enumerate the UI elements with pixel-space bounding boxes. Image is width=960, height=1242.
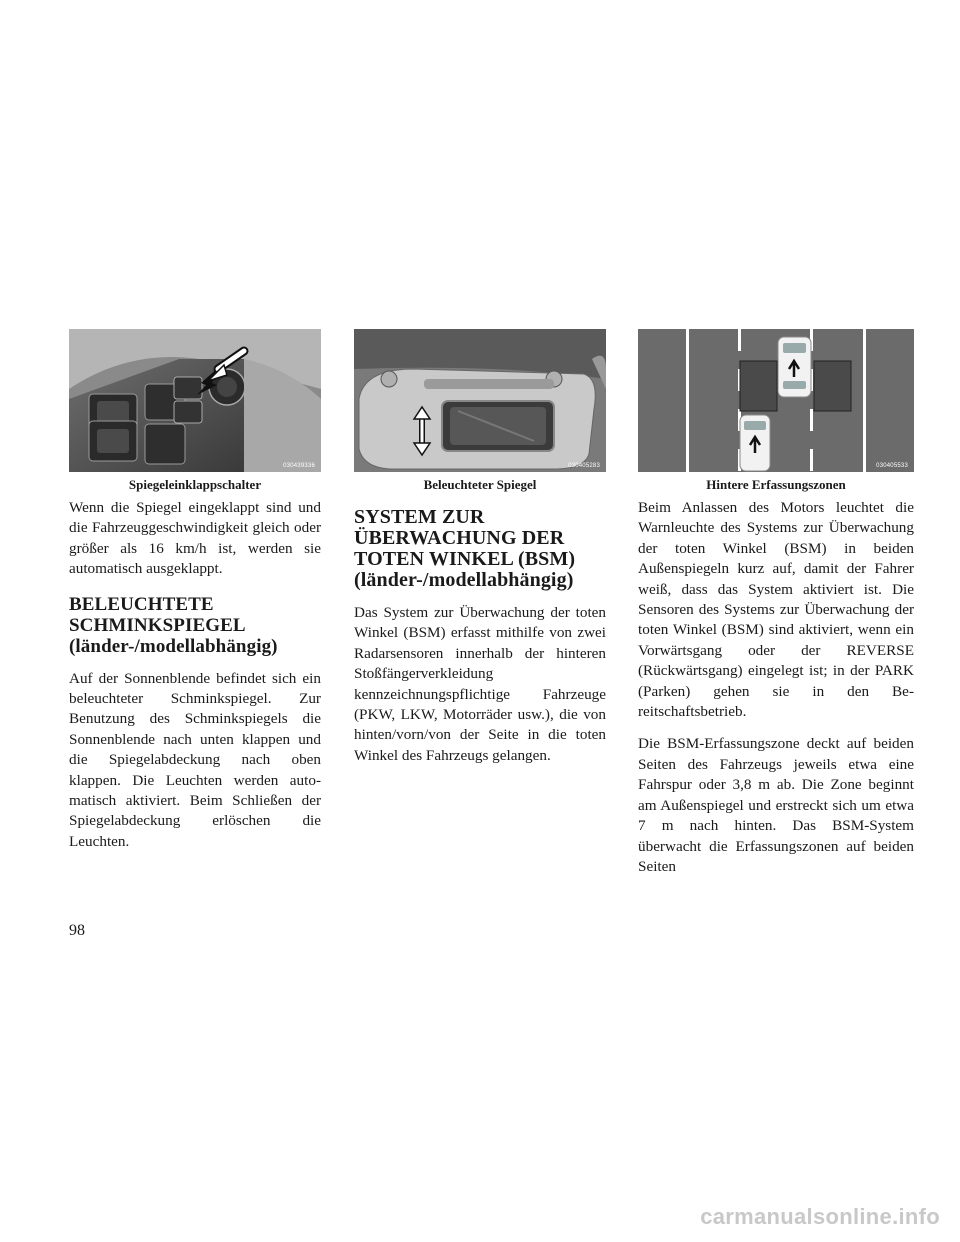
- mirror-fold-switch-photo: [69, 329, 321, 472]
- illuminated-mirror-photo: [354, 329, 606, 472]
- figure-rear-detection-zones: [638, 329, 914, 472]
- bsm-zone-paragraph: Die BSM-Erfassungszone deckt auf beiden Seiten des Fahrzeugs jeweils etwa eine Fahrspur oder 3,8 m ab. Die Zone beginnt am Außenspiegel und erstreckt sich um etwa 7 m nach hinten. Das BSM-System überwacht die Erfassungszonen auf beiden Seiten: [638, 735, 914, 875]
- watermark: carmanualsonline.info: [700, 1204, 940, 1229]
- figure-caption: Beleuchteter Spiegel: [423, 477, 537, 492]
- bsm-startup-paragraph: Beim Anlassen des Motors leuchtet die Warnleuchte des Systems zur Überwachung der toten Winkel (BSM) in beiden Außenspiegeln kurz auf, damit der Fahrer weiß, dass das System aktiviert ist. Die Sensoren des Systems zur Überwachung der toten Winkel (BSM) sind aktiviert, wenn ein Vorwärtsgang oder der REVERSE (Rückwärtsgang) eingelegt ist; in der PARK (Parken) gehen sie in den Bereitschaftsbetrieb.: [638, 499, 914, 721]
- mirror-intro-paragraph: Wenn die Spiegel eingeklappt sind und die Fahrzeuggeschwindigkeit gleich oder größer als 16 km/h ist, werden sie automatisch ausgeklappt.: [69, 499, 321, 578]
- column-3: [638, 329, 914, 889]
- section-heading-vanity-mirror: BELEUCHTETE SCHMINKSPIEGEL (länder-/modellabhängig): [69, 593, 278, 657]
- section-heading-bsm: SYSTEM ZUR ÜBERWACHUNG DER TOTEN WINKEL (BSM) (länder-/modellabhängig): [354, 506, 576, 591]
- column-2: [354, 329, 606, 778]
- rear-detection-zones-diagram: [638, 329, 914, 472]
- vanity-mirror-paragraph: Auf der Sonnenblende befindet sich ein beleuchteter Schminkspiegel. Zur Benutzung des Schminkspiegels die Sonnenblende nach unten klappen und die Spiegelabdeckung nach oben klappen. Die Leuchten werden automatisch aktiviert. Beim Schließen der Spiegelabdeckung erlöschen die Leuchten.: [69, 669, 321, 850]
- figure-code: 030405533: [876, 463, 908, 469]
- page-number: 98: [69, 922, 85, 939]
- figure-illuminated-mirror: [354, 329, 606, 472]
- figure-caption: Spiegeleinklappschalter: [128, 477, 262, 492]
- bsm-intro-paragraph: Das System zur Überwachung der toten Winkel (BSM) erfasst mithilfe von zwei Radarsensoren innerhalb der hinteren Stoßfängerverkleidung kennzeichnungspflichtige Fahrzeuge (PKW, LKW, Motorräder usw.), die von hinten/vorn/von der Seite in die toten Winkel des Fahrzeugs gelangen.: [354, 604, 606, 764]
- figure-caption: Hintere Erfassungszonen: [706, 477, 846, 492]
- figure-code: 030439336: [283, 463, 315, 469]
- column-1: [69, 329, 321, 864]
- figure-mirror-fold-switch: [69, 329, 321, 472]
- figure-code: 030405283: [568, 463, 600, 469]
